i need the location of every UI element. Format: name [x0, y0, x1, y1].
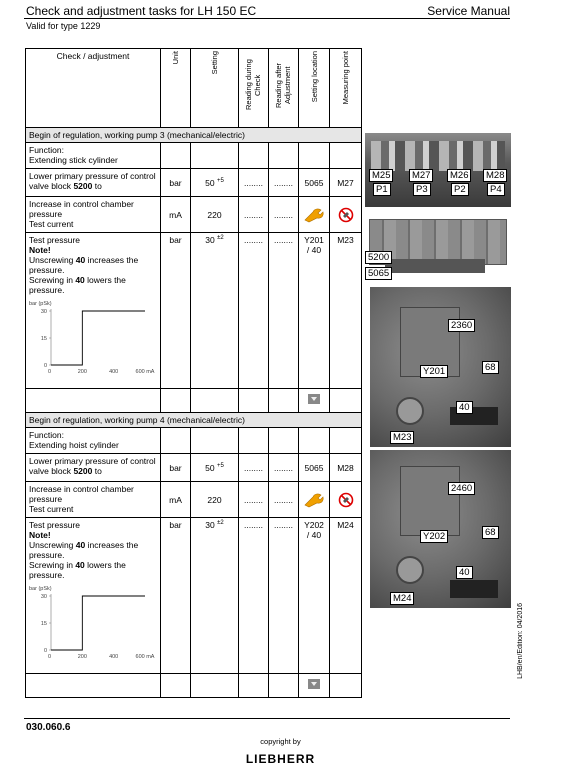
- section-title: Begin of regulation, working pump 4 (mechanical/electric): [26, 413, 362, 428]
- table-row: [26, 143, 362, 169]
- y-tick-label: 15: [40, 621, 47, 627]
- valid-for-type: Valid for type 1229: [26, 21, 101, 31]
- row-label: Test pressure Note! Unscrewing 40 increases the pressure. Screwing in 40 lowers the pressure. bar (pSk) 0 15 30 0 200 400 600 mA: [26, 233, 161, 389]
- header-rule: [24, 18, 510, 19]
- expand-arrow-icon[interactable]: [308, 394, 320, 404]
- row-label: Lower primary pressure of control valve block 5200 to: [26, 454, 161, 482]
- pump3-photo: 2360 Y201 68 40 M23: [370, 287, 511, 447]
- y-tick-label: 15: [40, 336, 47, 342]
- y-tick-label: 0: [43, 363, 47, 369]
- table-header-row: [26, 49, 362, 128]
- x-tick-label: 0: [47, 654, 51, 660]
- expand-arrow-icon[interactable]: [308, 679, 320, 689]
- pump4-photo: 2460 Y202 68 40 M24: [370, 450, 511, 608]
- row-label: Increase in control chamber pressure Test current: [26, 482, 161, 518]
- prohibited-icon: [338, 207, 354, 223]
- pressure-current-chart: [29, 584, 155, 660]
- row-label: Test pressure Note! Unscrewing 40 increases the pressure. Screwing in 40 lowers the pressure. bar (pSk) 0 15 30 0 200 400 600 mA: [26, 518, 161, 674]
- x-tick-label: 200: [77, 369, 87, 375]
- section-row: [26, 413, 362, 428]
- liebherr-logo: LIEBHERR: [245, 752, 316, 766]
- y-tick-label: 0: [43, 648, 47, 654]
- table-row: [26, 389, 362, 413]
- series-line: [51, 311, 145, 365]
- x-tick-label: 400: [109, 369, 119, 375]
- page-title: Check and adjustment tasks for LH 150 EC: [26, 4, 257, 18]
- section-title: Begin of regulation, working pump 3 (mechanical/electric): [26, 128, 362, 143]
- valve-block-photo: 5200 5065: [365, 209, 511, 283]
- row-label: Increase in control chamber pressure Test current: [26, 197, 161, 233]
- y-axis-label: bar (pSk): [29, 301, 52, 307]
- copyright-text: copyright by: [260, 737, 301, 746]
- x-tick-label: 200: [77, 654, 87, 660]
- x-tick-label: 0: [47, 369, 51, 375]
- footer-rule: [24, 718, 510, 719]
- series-line: [51, 596, 145, 650]
- x-tick-label: 600 mA: [135, 654, 155, 660]
- table-row: [26, 674, 362, 698]
- document-number: 030.060.6: [26, 722, 71, 733]
- prohibited-icon: [338, 492, 354, 508]
- y-tick-label: 30: [40, 309, 47, 315]
- col-reading-during: Reading during Check: [239, 49, 269, 128]
- table-row: Increase in control chamber pressure Test current mA 220 ........ ........: [26, 482, 362, 518]
- manual-name: Service Manual: [427, 4, 510, 18]
- col-setting: Setting: [191, 49, 239, 128]
- col-reading-after: Reading after Adjustment: [269, 49, 299, 128]
- function-cell: Function: Extending hoist cylinder: [26, 428, 161, 454]
- function-cell: Function: Extending stick cylinder: [26, 143, 161, 169]
- section-row: [26, 128, 362, 143]
- adjust-tool-icon: [303, 208, 325, 222]
- x-tick-label: 600 mA: [135, 369, 155, 375]
- table-row: [26, 428, 362, 454]
- table-row: Increase in control chamber pressure Test current mA 220 ........ ........: [26, 197, 362, 233]
- col-unit: Unit: [161, 49, 191, 128]
- adjust-tool-icon: [303, 493, 325, 507]
- pressure-current-chart: [29, 299, 155, 375]
- table-row: Test pressure Note! Unscrewing 40 increases the pressure. Screwing in 40 lowers the pressure. bar (pSk) 0 15 30 0 200 400 600 mA bar 30 $^{\pm 2}$ ........ ........ Y202 / 40 M24: [26, 518, 362, 674]
- y-tick-label: 30: [40, 594, 47, 600]
- y-axis-label: bar (pSk): [29, 586, 52, 592]
- row-label: Lower primary pressure of control valve block 5200 to: [26, 169, 161, 197]
- col-setting-location: Setting location: [299, 49, 330, 128]
- col-check: Check / adjustment: [26, 49, 161, 128]
- pump-photo: M25 M27 M26 M28 P1 P3 P2 P4: [365, 133, 511, 207]
- edition-note: LHB/en/Edition: 04/2016: [517, 603, 524, 679]
- table-row: Lower primary pressure of control valve block 5200 to bar 50 $^{+5}$ ........ ........ 5065 M27: [26, 169, 362, 197]
- col-measuring-point: Measuring point: [330, 49, 362, 128]
- table-row: Lower primary pressure of control valve block 5200 to bar 50 $^{+5}$ ........ ........ 5065 M28: [26, 454, 362, 482]
- adjustment-table: [25, 48, 362, 698]
- table-row: Test pressure Note! Unscrewing 40 increases the pressure. Screwing in 40 lowers the pressure. bar (pSk) 0 15 30 0 200 400 600 mA bar 30 $^{\pm 2}$ ........ ........ Y201 / 40 M23: [26, 233, 362, 389]
- x-tick-label: 400: [109, 654, 119, 660]
